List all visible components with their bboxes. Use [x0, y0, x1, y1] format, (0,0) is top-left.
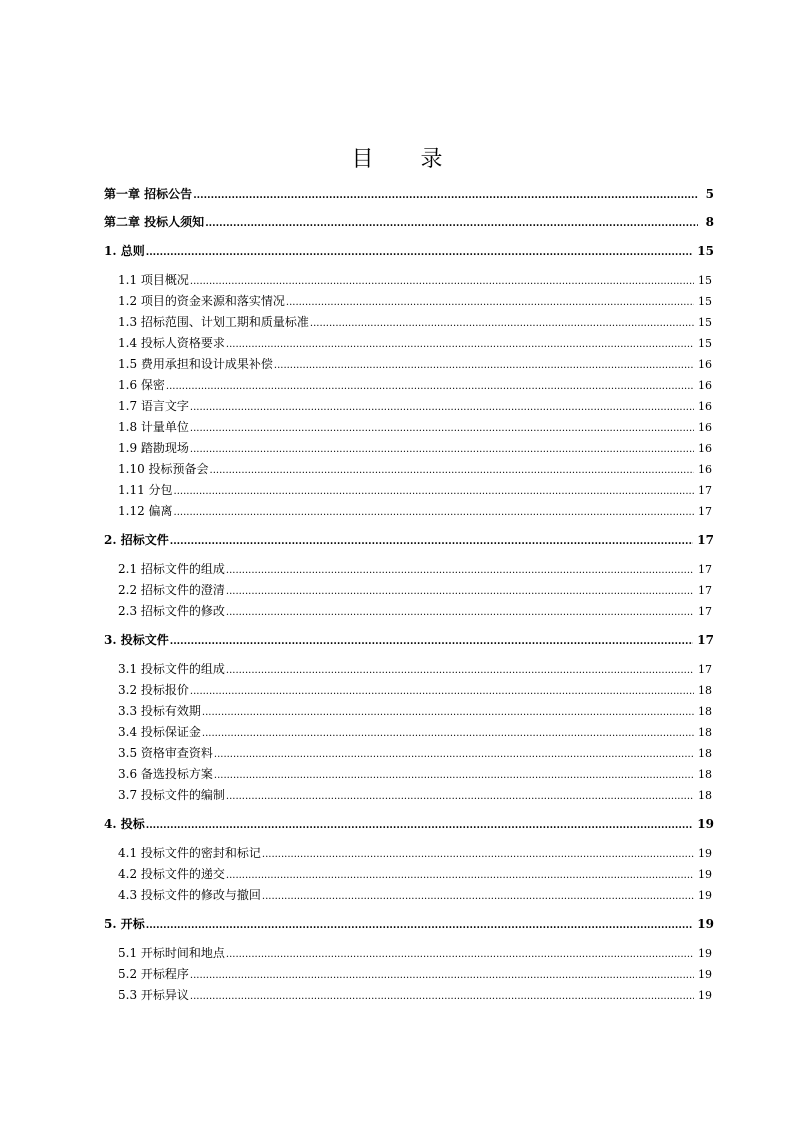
toc-entry-page: 19 — [698, 989, 712, 1002]
dot-leader — [193, 187, 698, 205]
toc-entry-label: 3.5 资格审查资料 — [118, 746, 213, 760]
dot-leader — [202, 725, 694, 743]
toc-entry[interactable] — [118, 660, 712, 678]
toc-entry[interactable] — [104, 531, 714, 549]
toc-entry-page: 19 — [698, 947, 712, 960]
dot-leader — [226, 662, 694, 680]
toc-entry[interactable] — [118, 681, 712, 699]
toc-entry-page: 18 — [698, 726, 712, 739]
toc-entry-label: 3.4 投标保证金 — [118, 725, 201, 739]
dot-leader — [262, 888, 694, 906]
toc-entry-page: 8 — [705, 215, 714, 229]
dot-leader — [190, 967, 694, 985]
toc-entry[interactable] — [104, 185, 714, 203]
toc-entry-label: 1.11 分包 — [118, 483, 173, 497]
toc-entry-label: 3.3 投标有效期 — [118, 704, 201, 718]
toc-entry-page: 17 — [698, 584, 712, 597]
toc-entry-label: 第二章 投标人须知 — [104, 215, 205, 229]
toc-entry-label: 2.1 招标文件的组成 — [118, 562, 225, 576]
dot-leader — [226, 867, 694, 885]
toc-entry[interactable] — [118, 944, 712, 962]
toc-entry-label: 5.3 开标异议 — [118, 988, 189, 1002]
toc-entry-label: 4.2 投标文件的递交 — [118, 867, 225, 881]
dot-leader — [146, 817, 694, 835]
dot-leader — [202, 704, 694, 722]
dot-leader — [226, 946, 694, 964]
toc-entry[interactable] — [118, 481, 712, 499]
dot-leader — [146, 244, 694, 262]
toc-entry[interactable] — [118, 560, 712, 578]
toc-entry[interactable] — [118, 355, 712, 373]
toc-entry[interactable] — [118, 460, 712, 478]
dot-leader — [190, 273, 694, 291]
toc-entry[interactable] — [118, 292, 712, 310]
toc-entry[interactable] — [118, 786, 712, 804]
toc-entry-page: 17 — [698, 663, 712, 676]
toc-entry-label: 5. 开标 — [104, 917, 145, 931]
dot-leader — [174, 483, 694, 501]
dot-leader — [214, 746, 694, 764]
toc-entry-label: 1.8 计量单位 — [118, 420, 189, 434]
toc-entry[interactable] — [118, 334, 712, 352]
toc-entry-page: 16 — [698, 463, 712, 476]
toc-title: 目 录 — [351, 147, 463, 172]
toc-entry-page: 15 — [698, 337, 712, 350]
toc-entry-label: 1.9 踏勘现场 — [118, 441, 189, 455]
toc-entry[interactable] — [104, 213, 714, 231]
toc-entry-page: 19 — [698, 889, 712, 902]
toc-entry[interactable] — [118, 702, 712, 720]
toc-entry-page: 17 — [698, 563, 712, 576]
toc-entry-label: 1.4 投标人资格要求 — [118, 336, 225, 350]
dot-leader — [170, 533, 694, 551]
toc-entry-label: 3.7 投标文件的编制 — [118, 788, 225, 802]
dot-leader — [166, 378, 694, 396]
toc-entry[interactable] — [118, 397, 712, 415]
toc-entry-label: 第一章 招标公告 — [104, 187, 193, 201]
toc-entry-page: 16 — [698, 442, 712, 455]
toc-entry-page: 17 — [698, 605, 712, 618]
toc-entry-label: 1.6 保密 — [118, 378, 165, 392]
toc-entry-label: 2. 招标文件 — [104, 533, 169, 547]
toc-entry-page: 17 — [698, 484, 712, 497]
toc-entry-label: 4.1 投标文件的密封和标记 — [118, 846, 261, 860]
toc-entry-label: 1.10 投标预备会 — [118, 462, 209, 476]
dot-leader — [310, 315, 694, 333]
toc-entry[interactable] — [104, 631, 714, 649]
toc-entry[interactable] — [118, 723, 712, 741]
dot-leader — [190, 420, 694, 438]
dot-leader — [262, 846, 694, 864]
dot-leader — [274, 357, 694, 375]
toc-entry-page: 18 — [698, 768, 712, 781]
toc-entry[interactable] — [118, 271, 712, 289]
toc-entry-label: 1.7 语言文字 — [118, 399, 189, 413]
toc-entry-page: 15 — [698, 316, 712, 329]
dot-leader — [205, 215, 698, 233]
dot-leader — [146, 917, 694, 935]
dot-leader — [226, 583, 694, 601]
toc-entry-page: 16 — [698, 421, 712, 434]
toc-entry-page: 16 — [698, 358, 712, 371]
toc-entry-page: 15 — [698, 295, 712, 308]
toc-entry[interactable] — [104, 242, 714, 260]
toc-entry-label: 2.2 招标文件的澄清 — [118, 583, 225, 597]
toc-entry-label: 1.1 项目概况 — [118, 273, 189, 287]
toc-entry[interactable] — [118, 844, 712, 862]
toc-entry-label: 5.1 开标时间和地点 — [118, 946, 225, 960]
toc-entry-page: 18 — [698, 747, 712, 760]
toc-entry[interactable] — [118, 886, 712, 904]
dot-leader — [226, 562, 694, 580]
toc-entry[interactable] — [118, 744, 712, 762]
toc-entry-page: 16 — [698, 400, 712, 413]
toc-entry-label: 1. 总则 — [104, 244, 145, 258]
toc-entry-label: 5.2 开标程序 — [118, 967, 189, 981]
toc-entry-page: 19 — [698, 868, 712, 881]
toc-entry-label: 3.6 备选投标方案 — [118, 767, 213, 781]
toc-entry-page: 18 — [698, 705, 712, 718]
dot-leader — [226, 604, 694, 622]
toc-entry-page: 19 — [697, 817, 714, 831]
toc-entry[interactable] — [118, 602, 712, 620]
toc-entry[interactable] — [118, 439, 712, 457]
dot-leader — [214, 767, 694, 785]
toc-entry[interactable] — [118, 581, 712, 599]
toc-entry[interactable] — [118, 376, 712, 394]
toc-entry-page: 17 — [697, 633, 714, 647]
toc-entry-label: 3. 投标文件 — [104, 633, 169, 647]
toc-entry-page: 15 — [698, 274, 712, 287]
toc-entry-label: 3.1 投标文件的组成 — [118, 662, 225, 676]
dot-leader — [190, 441, 694, 459]
toc-entry-page: 19 — [698, 847, 712, 860]
toc-entry-label: 1.2 项目的资金来源和落实情况 — [118, 294, 285, 308]
dot-leader — [286, 294, 694, 312]
dot-leader — [170, 633, 694, 651]
toc-entry-page: 5 — [705, 187, 714, 201]
toc-entry-page: 18 — [698, 684, 712, 697]
toc-entry-label: 4.3 投标文件的修改与撤回 — [118, 888, 261, 902]
toc-entry[interactable] — [104, 815, 714, 833]
dot-leader — [226, 788, 694, 806]
toc-entry[interactable] — [118, 965, 712, 983]
toc-entry[interactable] — [118, 502, 712, 520]
toc-entry-label: 3.2 投标报价 — [118, 683, 189, 697]
toc-entry-label: 2.3 招标文件的修改 — [118, 604, 225, 618]
toc-entry-label: 1.12 偏离 — [118, 504, 173, 518]
dot-leader — [226, 336, 694, 354]
toc-entry-page: 17 — [697, 533, 714, 547]
toc-entry-page: 16 — [698, 379, 712, 392]
toc-entry-page: 18 — [698, 789, 712, 802]
toc-entry-label: 1.3 招标范围、计划工期和质量标准 — [118, 315, 309, 329]
dot-leader — [210, 462, 694, 480]
toc-entry-label: 4. 投标 — [104, 817, 145, 831]
toc-entry[interactable] — [118, 865, 712, 883]
dot-leader — [190, 683, 694, 701]
toc-entry[interactable] — [118, 313, 712, 331]
toc-entry-page: 17 — [698, 505, 712, 518]
toc-entry-page: 19 — [697, 917, 714, 931]
toc-entry[interactable] — [104, 915, 714, 933]
toc-entry-page: 15 — [697, 244, 714, 258]
dot-leader — [190, 988, 694, 1006]
toc-entry[interactable] — [118, 418, 712, 436]
dot-leader — [174, 504, 694, 522]
toc-entry[interactable] — [118, 986, 712, 1004]
dot-leader — [190, 399, 694, 417]
toc-entry[interactable] — [118, 765, 712, 783]
toc-entry-label: 1.5 费用承担和设计成果补偿 — [118, 357, 273, 371]
toc-entry-page: 19 — [698, 968, 712, 981]
